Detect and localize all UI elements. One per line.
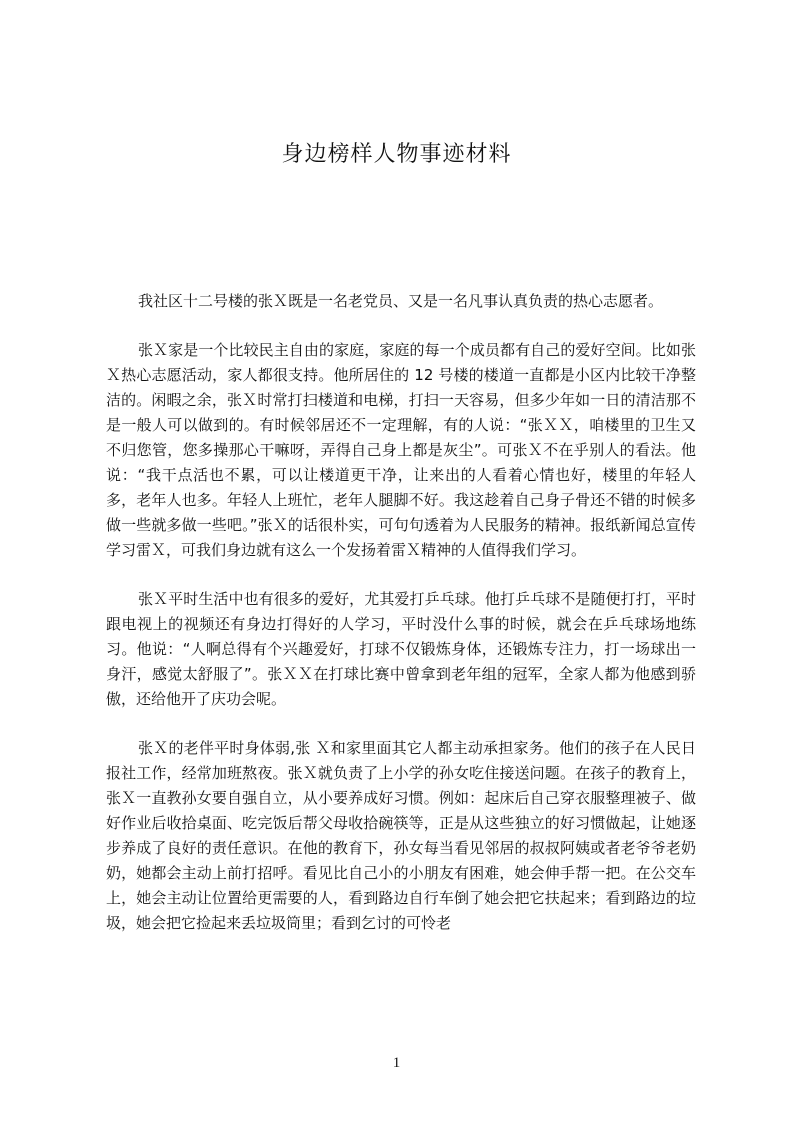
paragraph-intro: 我社区十二号楼的张Ｘ既是一名老党员、又是一名凡事认真负责的热心志愿者。: [138, 292, 664, 310]
page-number: 1: [392, 1055, 401, 1071]
document-body: [106, 289, 696, 960]
paragraph-family: 张Ｘ的老伴平时身体弱,张 Ｘ和家里面其它人都主动承担家务。他们的孩子在人民日报社工作，经常加班熬夜。张Ｘ就负责了上小学的孙女吃住接送问题。在孩子的教育上，张Ｘ一直教孙女要自强自立，从小要养成好习惯。例如：起床后自己穿衣服整理被子、做好作业后收拾桌面、吃完饭后帮父母收拾碗筷等，正是从这些独立的好习惯做起，让她逐步养成了良好的责任意识。在他的教育下，孙女每当看见邻居的叔叔阿姨或者老爷爷老奶奶，她都会主动上前打招呼。看见比自己小的小朋友有困难，她会伸手帮一把。在公交车上，她会主动让位置给更需要的人，看到路边自行车倒了她会把它扶起来；看到路边的垃圾，她会把它捡起来丢垃圾筒里；看到乞讨的可怜老: [106, 739, 696, 932]
paragraph-hobby: 张Ｘ平时生活中也有很多的爱好，尤其爱打乒乓球。他打乒乓球不是随便打打，平时跟电视上的视频还有身边打得好的人学习，平时没什么事的时候，就会在乒乓球场地练习。他说：“人啊总得有个兴趣爱好，打球不仅锻炼身体，还锻炼专注力，打一场球出一身汗，感觉太舒服了”。张ＸＸ在打球比赛中曾拿到老年组的冠军，全家人都为他感到骄傲，还给他开了庆功会呢。: [106, 590, 696, 708]
paragraph-volunteer: 张Ｘ家是一个比较民主自由的家庭，家庭的每一个成员都有自己的爱好空间。比如张Ｘ热心志愿活动，家人都很支持。他所居住的 12 号楼的楼道一直都是小区内比较干净整洁的。闲暇之余，张Ｘ时常打扫楼道和电梯，打扫一天容易，但多少年如一日的清洁那不是一般人可以做到的。有时候邻居还不一定理解，有的人说：“张ＸＸ，咱楼里的卫生又不归您管，您多操那心干嘛呀，弄得自己身上都是灰尘”。可张Ｘ不在乎别人的看法。他说：“我干点活也不累，可以让楼道更干净，让来出的人看着心情也好，楼里的年轻人多，老年人也多。年轻人上班忙，老年人腿脚不好。我这趁着自己身子骨还不错的时候多做一些就多做一些吧。”张Ｘ的话很朴实，可句句透着为人民服务的精神。报纸新闻总宣传学习雷Ｘ，可我们身边就有这么一个发扬着雷Ｘ精神的人值得我们学习。: [106, 341, 696, 559]
document-title: 身边榜样人物事迹材料: [281, 142, 512, 167]
